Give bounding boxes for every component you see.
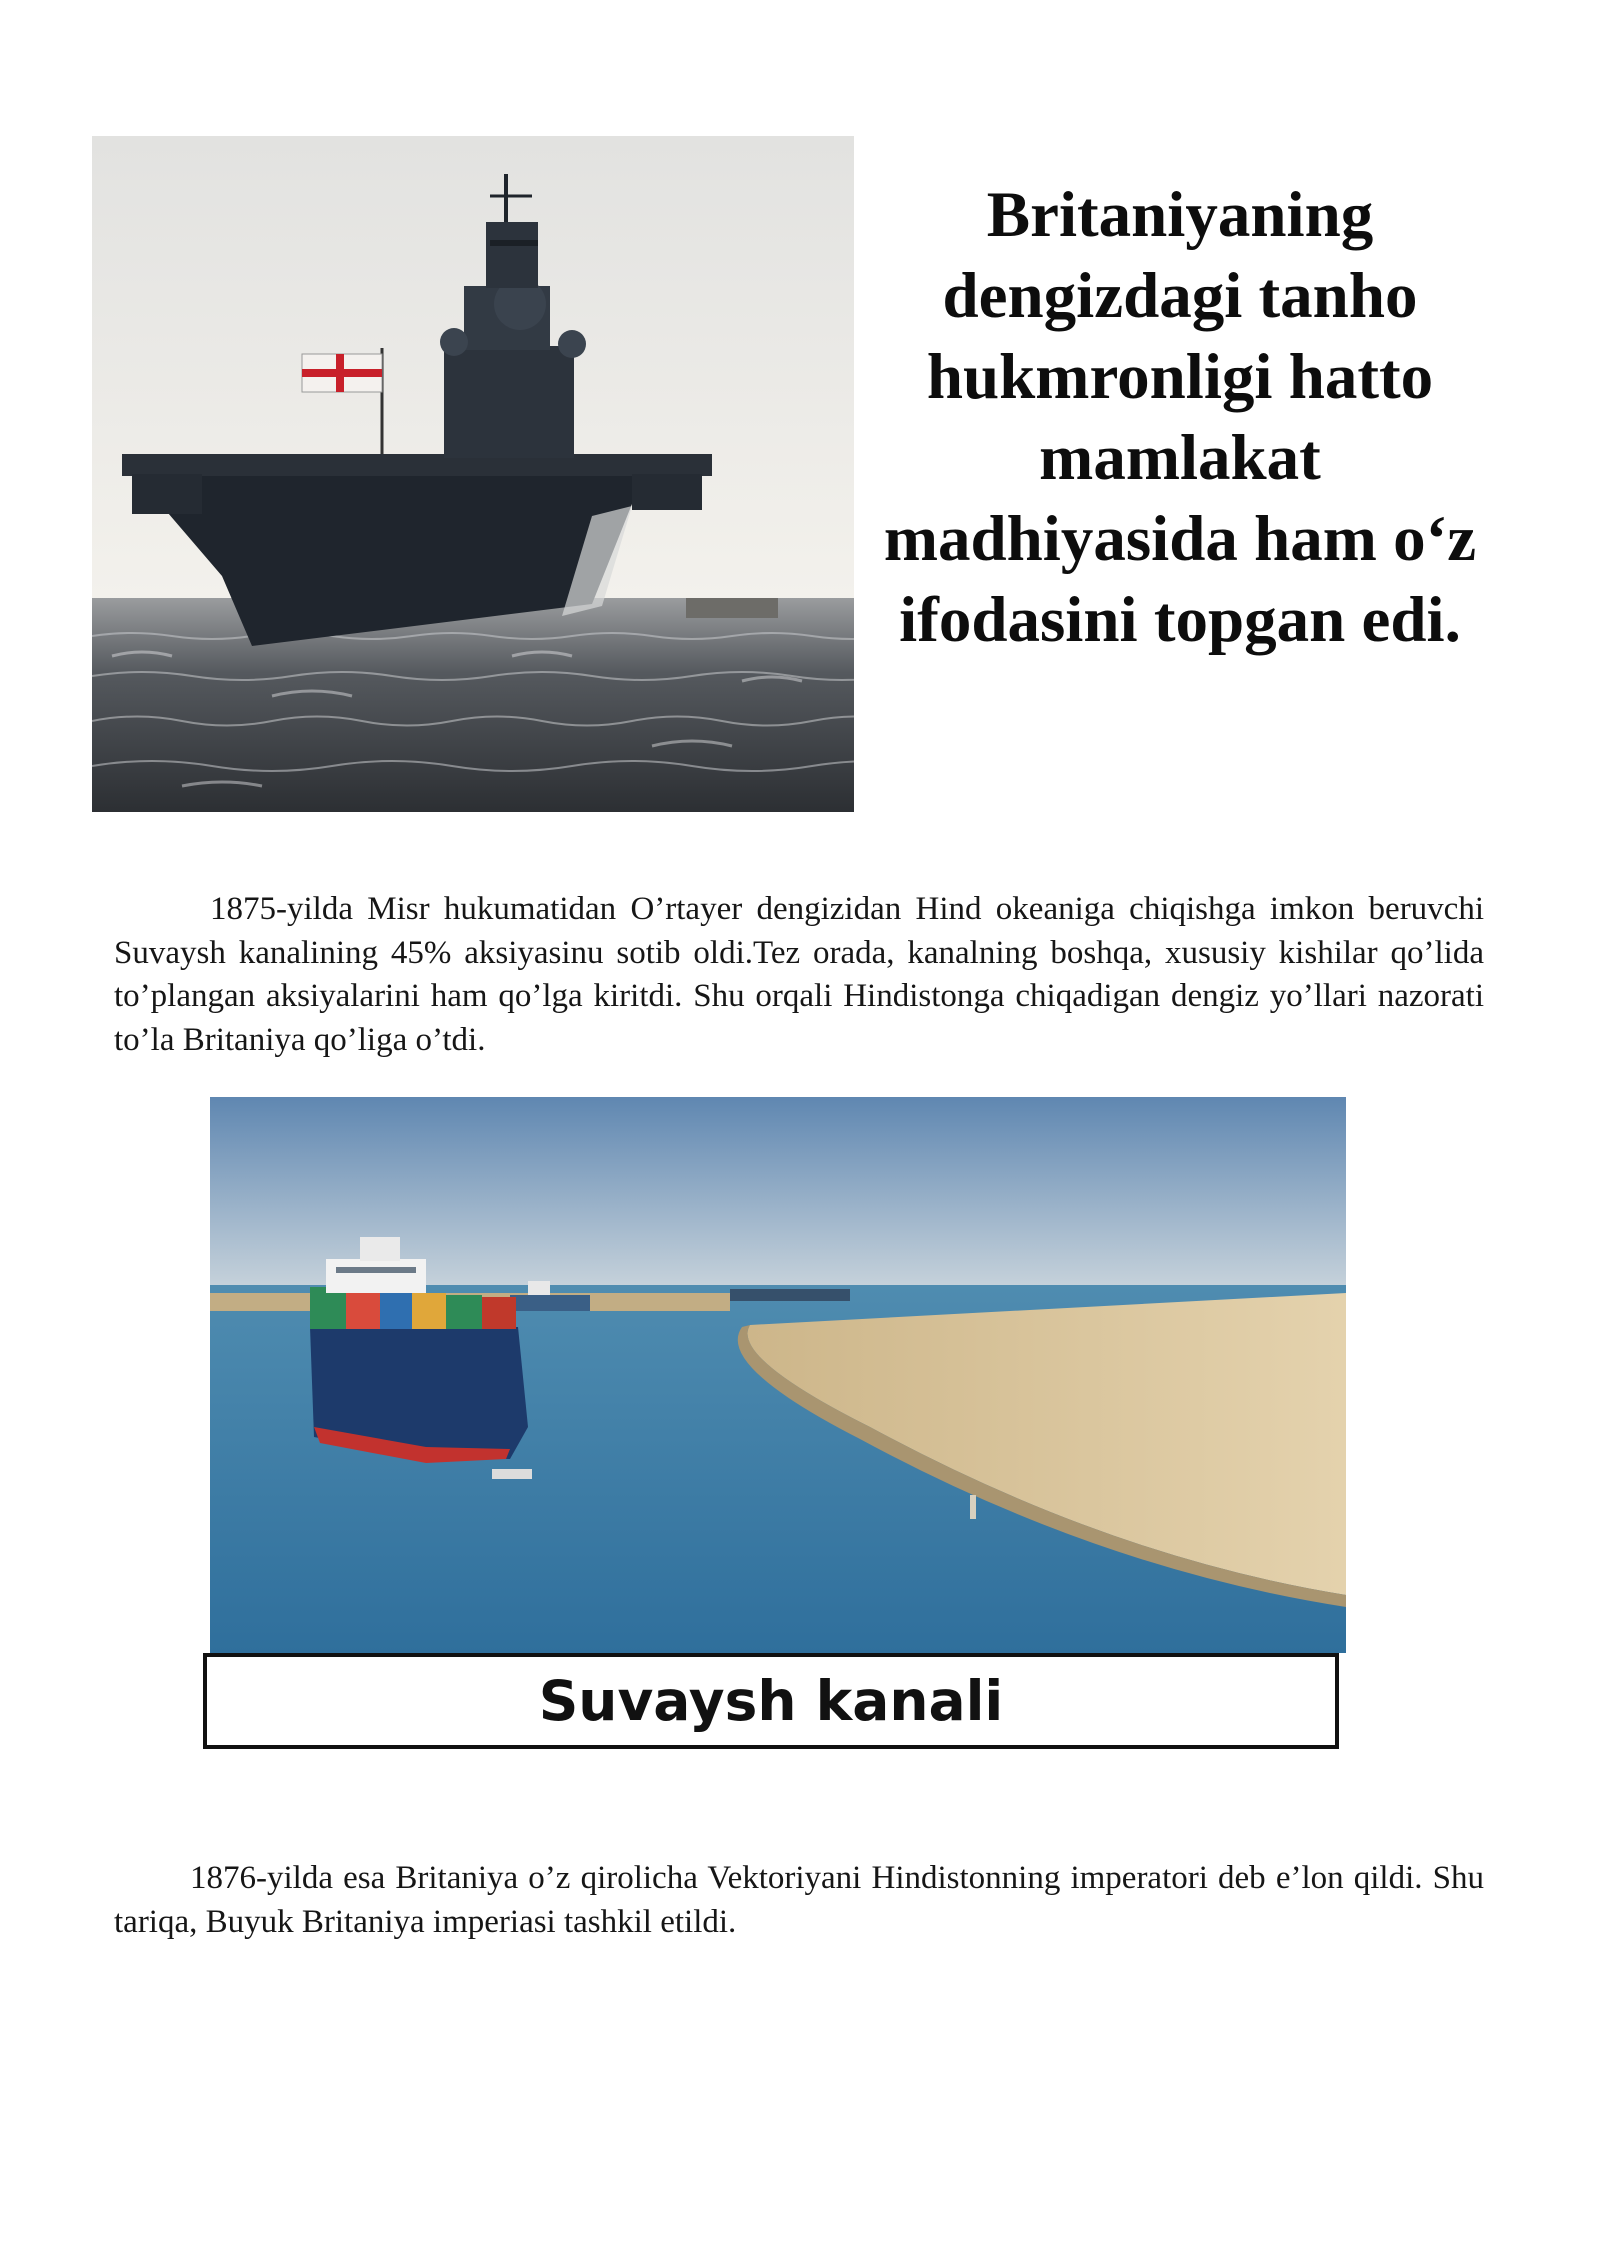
page-heading: Britaniyaning dengizdagi tanho hukmronligi hatto mamlakat madhiyasida ham o‘z ifodasini topgan edi. [883, 179, 1477, 656]
canal-caption-box [203, 1653, 1339, 1749]
paragraph-empire: 1876-yilda esa Britaniya o’z qirolicha Vektoriyani Hindistonning imperatori deb e’lon qildi. Shu tariqa, Buyuk Britaniya imperiasi tashkil etildi. [114, 1860, 1484, 1940]
canal-photo [210, 1097, 1346, 1653]
canal-caption: Suvaysh kanali [538, 1669, 1004, 1733]
carrier-photo [92, 136, 854, 812]
paragraph-suez-shares: 1875-yilda Misr hukumatidan O’rtayer dengizidan Hind okeaniga chiqishga imkon beruvchi Suvaysh kanalining 45% aksiyasinu sotib oldi.Tez orada, kanalning boshqa, xususiy kishilar qo’lida to’plangan aksiyalarini ham qo’lga kiritdi. Shu orqali Hindistonga chiqadigan dengiz yo’llari nazorati to’la Britaniya qo’liga o’tdi. [114, 891, 1484, 1058]
